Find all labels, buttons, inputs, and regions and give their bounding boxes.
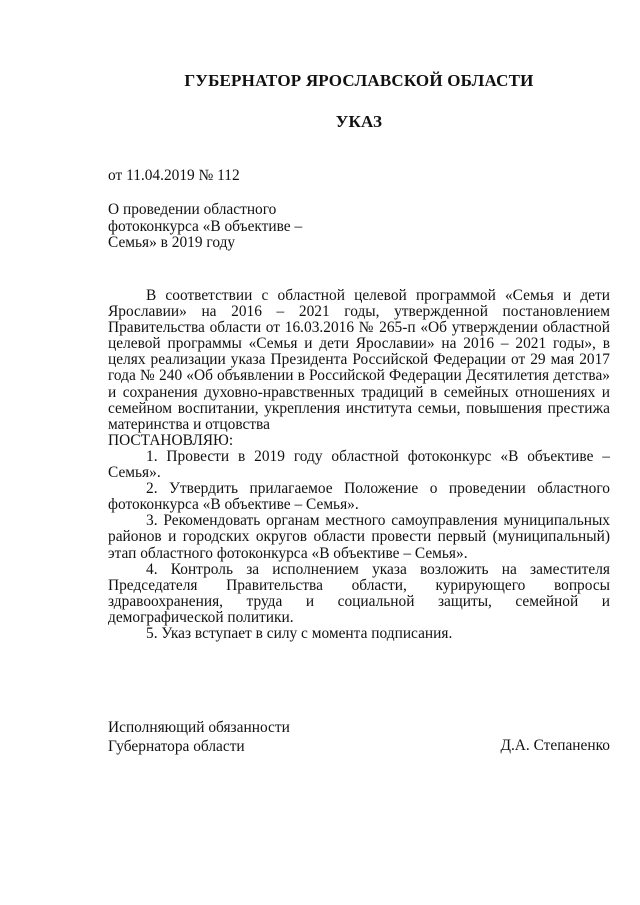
document-date-number: от 11.04.2019 № 112 xyxy=(108,167,240,184)
decree-item-4: 4. Контроль за исполнением указа возложить на заместителя Председателя Правительства области, курирующего вопросы здравоохранения, труда и социальной защиты, семейной и демографической политики. xyxy=(108,560,610,626)
subject-line: фотоконкурса «В объективе – xyxy=(108,217,303,235)
signatory-position-line: Исполняющий обязанности xyxy=(108,719,290,736)
document-subject xyxy=(108,202,368,252)
document-type: УКАЗ xyxy=(335,112,383,131)
decree-item-3: 3. Рекомендовать органам местного самоуправления муниципальных районов и городских округов области провести первый (муниципальный) этап областного фотоконкурса «В объективе – Семья». xyxy=(108,512,610,562)
subject-line: Семья» в 2019 году xyxy=(108,234,236,251)
signatory-name: Д.А. Степаненко xyxy=(500,737,610,754)
document-body xyxy=(108,288,610,642)
decree-item-1: 1. Провести в 2019 году областной фотоконкурс «В объективе – Семья». xyxy=(108,447,610,482)
preamble-paragraph: В соответствии с областной целевой программой «Семья и дети Ярославии» на 2016 – 2021 годы, утвержденной постановлением Правительства области от 16.03.2016 № 265-п «Об утверждении областной целевой программы «Семья и дети Ярославии» на 2016 – 2021 годы», в целях реализации указа Президента Российской Федерации от 29 мая 2017 года № 240 «Об объявлении в Российской Федерации Десятилетия детства» и сохранения духовно-нравственных традиций в семейных отношениях и семейном воспитании, укрепления института семьи, повышения престижа материнства и отцовства xyxy=(108,287,610,433)
document-authority: ГУБЕРНАТОР ЯРОСЛАВСКОЙ ОБЛАСТИ xyxy=(184,71,534,90)
decree-item-2: 2. Утвердить прилагаемое Положение о проведении областного фотоконкурса «В объективе – Семья». xyxy=(108,480,610,514)
signatory-position-line: Губернатора области xyxy=(108,737,245,755)
decree-item-5: 5. Указ вступает в силу с момента подписания. xyxy=(146,624,453,642)
subject-line: О проведении областного xyxy=(108,201,277,218)
resolve-heading: ПОСТАНОВЛЯЮ: xyxy=(108,431,234,449)
signatory-position xyxy=(108,719,290,756)
